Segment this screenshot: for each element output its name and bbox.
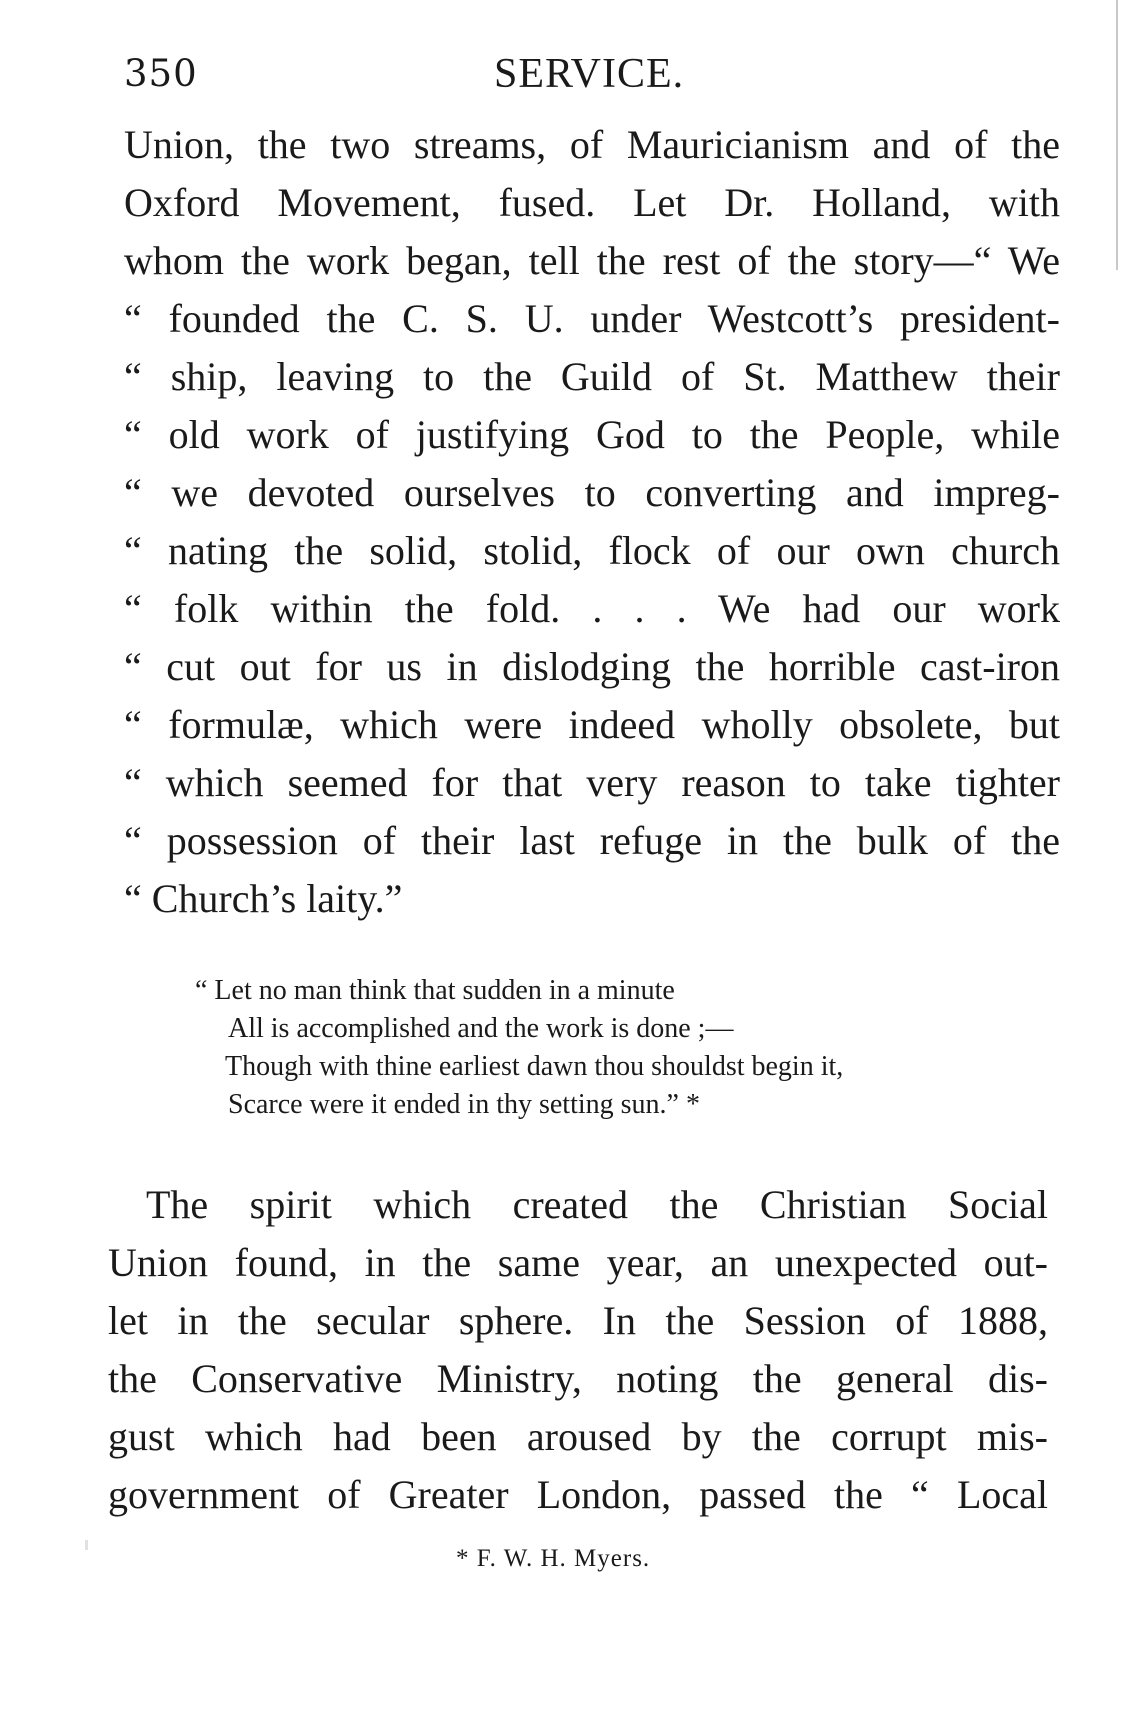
text-line: “ founded the C. S. U. under Westcott’s president-: [124, 296, 1060, 341]
paragraph-1: [124, 116, 1060, 928]
text-line: “ which seemed for that very reason to take tighter: [124, 760, 1060, 805]
scan-speck: [85, 1540, 88, 1550]
footnote: * F. W. H. Myers.: [456, 1545, 651, 1572]
text-line: whom the work began, tell the rest of the story—“ We: [124, 238, 1060, 283]
verse-line: “ Let no man think that sudden in a minute: [195, 975, 675, 1006]
text-line: “ possession of their last refuge in the bulk of the: [124, 818, 1060, 863]
text-line: gust which had been aroused by the corrupt mis-: [108, 1414, 1048, 1459]
text-line: government of Greater London, passed the “ Local: [108, 1472, 1048, 1517]
text-line: Oxford Movement, fused. Let Dr. Holland, with: [124, 180, 1060, 225]
text-line: “ cut out for us in dislodging the horrible cast-iron: [124, 644, 1060, 689]
verse-line: All is accomplished and the work is done ;—: [228, 1013, 734, 1044]
text-line: “ old work of justifying God to the People, while: [124, 412, 1060, 457]
verse-line: Scarce were it ended in thy setting sun.” *: [228, 1089, 700, 1120]
text-line: “ nating the solid, stolid, flock of our own church: [124, 528, 1060, 573]
verse-quotation: [195, 972, 1035, 1124]
text-line: the Conservative Ministry, noting the general dis-: [108, 1356, 1048, 1401]
running-head: SERVICE.: [494, 51, 685, 97]
verse-line: Though with thine earliest dawn thou shouldst begin it,: [225, 1051, 844, 1082]
text-line: “ Church’s laity.”: [124, 876, 403, 921]
text-line: “ we devoted ourselves to converting and impreg-: [124, 470, 1060, 515]
text-line: The spirit which created the Christian Social: [146, 1182, 1048, 1227]
text-line: Union, the two streams, of Mauricianism and of the: [124, 122, 1060, 167]
paragraph-2: [108, 1176, 1048, 1524]
page-header: [124, 44, 1054, 96]
scan-edge-mark: [1116, 0, 1118, 270]
page-number: 350: [124, 52, 198, 95]
text-line: “ ship, leaving to the Guild of St. Matthew their: [124, 354, 1060, 399]
text-line: “ folk within the fold. . . . We had our work: [124, 586, 1060, 631]
text-line: “ formulæ, which were indeed wholly obsolete, but: [124, 702, 1060, 747]
text-line: Union found, in the same year, an unexpected out-: [108, 1240, 1048, 1285]
text-line: let in the secular sphere. In the Session of 1888,: [108, 1298, 1048, 1343]
